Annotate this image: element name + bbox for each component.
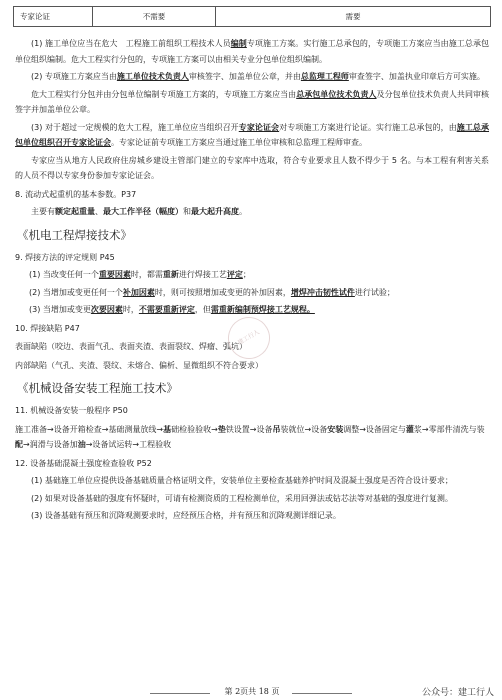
paragraph (15, 302, 489, 318)
paragraph (15, 87, 489, 118)
page-number: 第 2页共 18 页 (224, 687, 280, 696)
text-run: 进行焊接工艺 (178, 270, 227, 279)
paragraph (15, 267, 489, 283)
footer-rule-left (150, 693, 210, 694)
paragraph (15, 285, 489, 301)
text-run: 进行试验； (354, 287, 395, 297)
text-run: ，但 (194, 305, 211, 314)
paragraph (15, 250, 489, 266)
text-run: 专项施工方案。实行施工总承包的，专项施工方案应当由施工总承包单位组织编制。危大工程实行分包的，专项施工方案可以由相关专业分包单位组织编制。 (15, 39, 490, 64)
text-run: 施工准备→设备开箱检查→基础测量放线→ (15, 424, 164, 434)
text-run: 时，则可按照增加或变更的补加因素， (154, 287, 291, 297)
text-run: 浆→零部件清洗与装 (413, 424, 485, 434)
emphasis-text: 配 (15, 440, 23, 449)
text-run: 对专项施工方案进行论证。实行施工总承包的，由 (279, 122, 457, 132)
emphasis-text: 重要因素 (98, 270, 131, 279)
text-run: 主要有 (31, 207, 55, 216)
emphasis-text: 次要因素 (90, 305, 123, 314)
paragraph (15, 473, 489, 489)
paragraph (15, 491, 489, 507)
emphasis-text: 增焊冲击韧性试件 (290, 287, 355, 297)
paragraph (15, 456, 489, 472)
paragraph (15, 120, 489, 151)
paragraph (15, 358, 489, 374)
text-run: 。专家论证前专项施工方案应当通过施工单位审核和总监理工程师审查。 (111, 138, 367, 147)
text-run: (2) 如果对设备基础的强度有怀疑时，可请有检测资质的工程检测单位，采用回弹法或钻芯法等对基础的强度进行复测。 (31, 493, 453, 503)
emphasis-text: 油 (77, 440, 86, 449)
text-run: (3) 对于超过一定规模的危大工程，施工单位应当组织召开 (31, 122, 239, 132)
emphasis-text: 施工单位技术负责人 (116, 72, 189, 81)
text-run: 9. 焊接方法的评定规则 P45 (15, 252, 115, 262)
footer-rule-right (292, 693, 352, 694)
text-run: ； (242, 270, 251, 279)
table-needed-cell: 需要 (216, 7, 491, 27)
text-run: (1) 当改变任何一个 (29, 270, 99, 279)
emphasis-text: 吊 (272, 424, 281, 434)
emphasis-text: 安装 (327, 424, 344, 434)
paragraph (15, 36, 489, 67)
emphasis-text: 总承包单位技术负责人 (296, 89, 377, 99)
page-footer (0, 685, 502, 700)
paragraph (15, 508, 489, 524)
expert-review-table (13, 6, 491, 27)
text-run: 时，都需 (130, 270, 163, 279)
text-run: 专家应当从地方人民政府住房城乡建设主管部门建立的专家库中选取，符合专业要求且人数不得少于 5 名。与本工程有利害关系的人员不得以专家身份参加专家论证会。 (15, 155, 489, 180)
text-run: 、 (95, 207, 103, 216)
text-run: (2) 当增加或变更任何一个 (29, 287, 123, 297)
text-run: 调整→设备固定与 (343, 424, 406, 434)
emphasis-text: 施工总承包单位组织召开专家论证会 (15, 122, 490, 147)
text-run: 8. 流动式起重机的基本参数。P37 (15, 189, 137, 199)
text-run: 表面缺陷（咬边、表面气孔、表面夹渣、表面裂纹、焊瘤、弧坑） (15, 342, 247, 351)
section-heading (17, 227, 489, 243)
text-run: 12. 设备基础混凝土强度检查验收 P52 (15, 458, 152, 468)
text-run: (3) 当增加或变更 (29, 305, 91, 314)
paragraph (15, 403, 489, 419)
section-heading (17, 380, 489, 396)
text-run: 危大工程实行分包并由分包单位编制专项施工方案的，专项施工方案应当由 (31, 89, 297, 99)
text-run: 和 (183, 207, 191, 216)
document-body (15, 36, 489, 526)
emphasis-text: 专家论证会 (238, 122, 280, 132)
text-run: 时， (122, 305, 139, 314)
text-run: →设备试运转→工程验收 (85, 440, 172, 449)
text-run: (1) 基础施工单位应提供设备基础质量合格证明文件，安装单位主要检查基础养护时间及混凝土强度是否符合设计要求； (31, 476, 453, 485)
official-account-label: 公众号：建工行人 (421, 688, 494, 698)
text-run: 铁设置→设备 (225, 424, 273, 434)
text-run: 。 (239, 207, 247, 216)
emphasis-text: 最大起升高度 (191, 207, 239, 216)
text-run: (1) 施工单位应当在危大 工程施工前组织工程技术人员 (31, 39, 231, 48)
emphasis-text: 补加因素 (122, 287, 155, 297)
text-run: 10. 焊接缺陷 P47 (15, 323, 80, 333)
paragraph (15, 69, 489, 85)
emphasis-text: 灌 (405, 424, 414, 434)
text-run: 《机电工程焊接技术》 (17, 227, 132, 242)
emphasis-text: 不需要重新评定 (138, 305, 195, 314)
table-row (14, 7, 491, 27)
emphasis-text: 评定 (226, 270, 243, 279)
text-run: (3) 设备基础有预压和沉降观测要求时，应经预压合格，并有预压和沉降观测详细记录。 (31, 511, 341, 520)
text-run: 《机械设备安装工程施工技术》 (17, 381, 178, 395)
text-run: 内部缺陷（气孔、夹渣、裂纹、未熔合、偏析、显微组织不符合要求） (15, 360, 263, 370)
paragraph (15, 153, 489, 184)
table-label-cell: 专家论证 (14, 7, 93, 27)
table-not-needed-cell: 不需要 (93, 7, 216, 27)
paragraph (15, 204, 489, 220)
text-run: 及分包单位技术负责人共同审核签字并加盖单位公章。 (15, 89, 490, 114)
text-run: 装就位→设备 (280, 424, 328, 434)
emphasis-text: 基 (163, 424, 172, 434)
text-run: 础检验验收→ (171, 424, 218, 434)
emphasis-text: 重新 (162, 270, 179, 279)
emphasis-text: 总监理工程师 (300, 72, 349, 81)
text-run: (2) 专项施工方案应当由 (31, 72, 117, 81)
emphasis-text: 编制 (230, 39, 247, 48)
text-run: 审核签字、加盖单位公章，并由 (188, 72, 301, 81)
paragraph (15, 422, 489, 453)
paragraph (15, 187, 489, 203)
watermark-stamp: 建工行人 (220, 309, 277, 366)
emphasis-text: 需重新编制预焊接工艺规程。 (210, 305, 315, 314)
emphasis-text: 最大工作半径（幅度） (103, 207, 183, 216)
emphasis-text: 额定起重量 (55, 207, 95, 216)
text-run: 审查签字、加盖执业印章后方可实施。 (348, 72, 485, 81)
emphasis-text: 垫 (217, 424, 226, 434)
text-run: 11. 机械设备安装一般程序 P50 (15, 406, 128, 415)
text-run: →润滑与设备加 (23, 440, 78, 449)
